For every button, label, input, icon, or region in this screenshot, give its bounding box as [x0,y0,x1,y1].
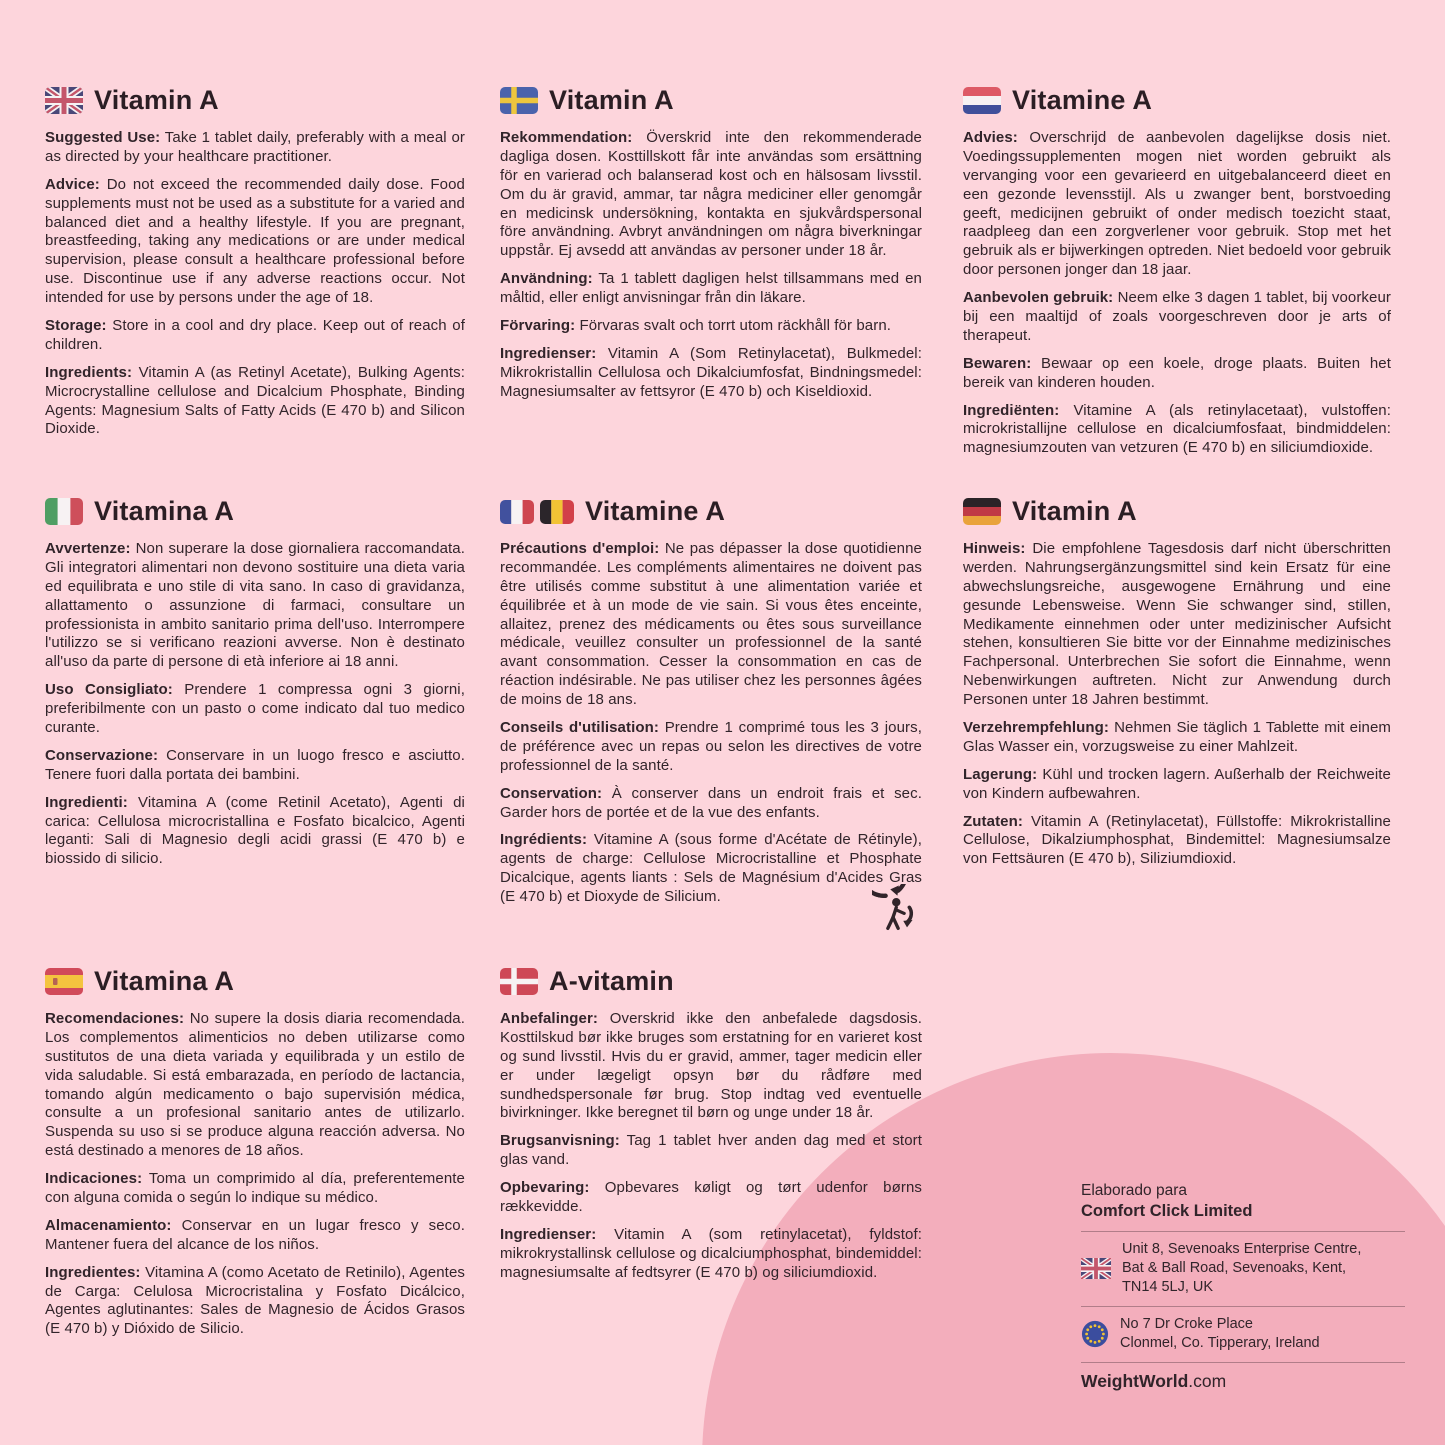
section-heading [500,496,922,527]
paragraph: Lagerung: Kühl und trocken lagern. Außerhalb der Reichweite von Kindern aufbewahren. [963,765,1391,802]
paragraph: Zutaten: Vitamin A (Retinylacetat), Füllstoffe: Mikrokristalline Cellulose, Dikalziumphosphat, Bindemittel: Magnesiumsalze von Fettsäuren (E 470 b), Siliziumdioxid. [963,812,1391,868]
divider [1081,1306,1405,1307]
paragraph: Bewaren: Bewaar op een koele, droge plaats. Buiten het bereik van kinderen houden. [963,354,1391,391]
section-heading [500,966,922,997]
section-heading [45,496,465,527]
paragraph: Ingrediënten: Vitamine A (als retinylacetaat), vulstoffen: microkristallijne cellulose en dicalciumfosfaat, bindmiddelen: magnesiumzouten van vetzuren (E 470 b) en siliciumdioxide. [963,401,1391,457]
section-dutch [963,85,1391,467]
uk-address-text: Unit 8, Sevenoaks Enterprise Centre, Bat & Ball Road, Sevenoaks, Kent, TN14 5LJ, UK [1122,1240,1362,1296]
paragraph: Almacenamiento: Conservar en un lugar fresco y seco. Mantener fuera del alcance de los niños. [45,1216,465,1253]
paragraph: Anbefalinger: Overskrid ikke den anbefalede dagsdosis. Kosttilskud bør ikke bruges som erstatning for en varieret kost og sund livsstil. Hvis du er gravid, ammer, tager medicin eller er under lægeligt opsyn bør du rådføre med sundhedspersonale før brug. Stop indtag ved eventuelle bivirkninger. Ikke beregnet til børn og unge under 18 år. [500,1010,922,1122]
eu-address-text: No 7 Dr Croke Place Clonmel, Co. Tipperary, Ireland [1120,1315,1320,1352]
paragraph: Ingredienti: Vitamina A (come Retinil Acetato), Agenti di carica: Cellulosa microcristallina e Fosfato bicalcico, Agenti leganti: Sali di Magnesio degli acidi grassi (E 470 b) e biossido di silicio. [45,793,465,868]
belgium-flag-icon [540,500,574,524]
paragraph: Ingredients: Vitamin A (as Retinyl Acetate), Bulking Agents: Microcrystalline cellulose and Dicalcium Phosphate, Binding Agents: Magnesium Salts of Fatty Acids (E 470 b) and Silicon Dioxide. [45,363,465,438]
website [1081,1371,1405,1392]
paragraph: Advice: Do not exceed the recommended daily dose. Food supplements must not be used as a substitute for a varied and balanced diet and a healthy lifestyle. If you are pregnant, breastfeeding, taking any medications or are under medical supervision, please consult a healthcare professional before use. Discontinue use if any adverse reactions occur. Not intended for use by persons under the age of 18. [45,175,465,307]
eu-address [1081,1315,1405,1354]
netherlands-flag-icon [963,87,1001,114]
section-title: Vitamine A [585,496,726,526]
website-tld: .com [1188,1370,1227,1391]
paragraph: Indicaciones: Toma un comprimido al día, preferentemente con alguna comida o según lo indique su médico. [45,1170,465,1207]
section-heading [45,85,465,116]
section-title: Vitamina A [94,496,235,526]
section-italian [45,496,465,878]
divider [1081,1231,1405,1232]
paragraph: Uso Consigliato: Prendere 1 compressa ogni 3 giorni, preferibilmente con un pasto o come indicato dal tuo medico curante. [45,681,465,737]
manufactured-for-label: Elaborado para [1081,1182,1187,1199]
paragraph: Förvaring: Förvaras svalt och torrt utom räckhåll för barn. [500,317,892,335]
section-title: Vitamin A [94,85,219,115]
section-title: Vitamin A [1012,496,1137,526]
paragraph: Verzehrempfehlung: Nehmen Sie täglich 1 Tablette mit einem Glas Wasser ein, vorzugsweise zu einer Mahlzeit. [963,719,1391,755]
section-heading [963,85,1391,116]
paragraph: Ingredienser: Vitamin A (som retinylacetat), fyldstof: mikrokrystallinsk cellulose og dicalciumphosphat, bindemiddel: magnesiumsalte af fedtsyrer (E 470 b) og siliciumdioxid. [500,1225,922,1281]
italy-flag-icon [45,498,83,525]
paragraph: Storage: Store in a cool and dry place. Keep out of reach of children. [45,317,465,353]
section-french [500,496,922,916]
section-german [963,496,1391,878]
paragraph: Précautions d'emploi: Ne pas dépasser la dose quotidienne recommandée. Les compléments alimentaires ne doivent pas être utilisés comme substitut à une alimentation variée et équilibrée et à un mode de vie sain. Si vous êtes enceinte, allaitez, prenez des médicaments ou êtes sous surveillance médicale, veuillez consulter un professionnel de la santé avant consommation. Cesser la consommation en cas de réaction indésirable. Ne pas utiliser chez les personnes âgées de moins de 18 ans. [500,540,922,709]
divider [1081,1362,1405,1363]
section-title: A-vitamin [549,966,674,996]
germany-flag-icon [963,498,1001,525]
website-brand: WeightWorld [1081,1370,1189,1391]
paragraph: Suggested Use: Take 1 tablet daily, preferably with a meal or as directed by your healthcare practitioner. [45,129,466,165]
paragraph: Ingredientes: Vitamina A (como Acetato de Retinilo), Agentes de Carga: Celulosa Microcristalina y Fosfato Dicálcico, Agentes aglutinantes: Sales de Magnesio de Ácidos Grasos (E 470 b) y Dióxido de Silicio. [45,1263,465,1338]
triman-recycling-icon [872,884,928,940]
paragraph: Opbevaring: Opbevares køligt og tørt udenfor børns rækkevidde. [500,1179,922,1216]
section-title: Vitamine A [1012,85,1153,115]
manufacturer-block [1081,1181,1405,1392]
paragraph: Recomendaciones: No supere la dosis diaria recomendada. Los complementos alimenticios no deben utilizarse como sustitutos de una dieta variada y equilibrada y un estilo de vida saludable. Si está embarazada, en período de lactancia, tomando algún medicamento o bajo supervisión médica, consulte a un profesional sanitario antes de utilizarlo. Suspenda su uso si se produce alguna reacción adversa. No está destinado a menores de 18 años. [45,1010,465,1160]
paragraph: Hinweis: Die empfohlene Tagesdosis darf nicht überschritten werden. Nahrungsergänzungsmittel sind kein Ersatz für eine abwechslungsreiche, ausgewogene Ernährung und eine gesunde Lebensweise. Wenn Sie schwanger sind, stillen, Medikamente einnehmen oder unter medizinischer Aufsicht stehen, konsultieren Sie bitte vor der Einnahme medizinisches Fachpersonal. Unterbrechen Sie sofort die Einnahme, wenn Nebenwirkungen auftreten. Nicht zur Anwendung durch Personen unter 18 Jahren bestimmt. [963,540,1391,709]
paragraph: Avvertenze: Non superare la dose giornaliera raccomandata. Gli integratori alimentari non devono sostituire una dieta varia ed equilibrata e uno stile di vita sano. In caso di gravidanza, allattamento o assunzione di farmaci, consultare un professionista in ambito sanitario prima dell'uso. Interrompere l'utilizzo se si verificano reazioni avverse. Non è destinato all'uso da parte di persone di età inferiore ai 18 anni. [45,540,465,671]
section-heading [500,85,922,116]
section-swedish [500,85,922,411]
eu-flag-icon [1081,1320,1109,1348]
paragraph: Conservazione: Conservare in un luogo fresco e asciutto. Tenere fuori dalla portata dei bambini. [45,746,465,783]
denmark-flag-icon [500,968,538,995]
paragraph: Rekommendation: Överskrid inte den rekommenderade dagliga dosen. Kosttillskott får inte användas som ersättning för en varierad och balanserad kost och en hälsosam livsstil. Om du är gravid, ammar, tar några mediciner eller genomgår en medicinsk undersökning, kontakta en sjukvårdspersonal före användning. Avbryt användningen om några biverkningar uppstår. Ej avsedd att användas av personer under 18 år. [500,129,922,260]
spain-flag-icon [45,968,83,995]
france-flag-icon [500,500,534,524]
paragraph: Ingredienser: Vitamin A (Som Retinylacetat), Bulkmedel: Mikrokristallin Cellulosa och Dikalciumfosfat, Bindningsmedel: Magnesiumsalter av fettsyror (E 470 b) och Kiseldioxid. [500,344,922,400]
paragraph: Advies: Overschrijd de aanbevolen dagelijkse dosis niet. Voedingssupplementen mogen niet worden gebruikt als vervanging voor een gevarieerd en uitgebalanceerd dieet en een gezonde levensstijl. Als u zwanger bent, borstvoeding geeft, medicijnen gebruikt of onder medisch toezicht staat, raadpleeg dan een zorgverlener voor gebruik. Stop met het gebruik als er bijwerkingen optreden. Niet bedoeld voor gebruik door personen jonger dan 18 jaar. [963,129,1391,279]
paragraph: Ingrédients: Vitamine A (sous forme d'Acétate de Rétinyle), agents de charge: Cellulose Microcristalline et Phosphate Dicalcique, agents liants : Sels de Magnésium d'Acides Gras (E 470 b) et Dioxyde de Silicium. [500,831,922,906]
uk-flag-icon [1081,1258,1111,1279]
section-title: Vitamin A [549,85,674,115]
section-heading [45,966,465,997]
section-heading [963,496,1391,527]
paragraph: Conseils d'utilisation: Prendre 1 comprimé tous les 3 jours, de préférence avec un repas ou selon les directives de votre professionnel de la santé. [500,719,922,774]
sweden-flag-icon [500,87,538,114]
company-name: Comfort Click Limited [1081,1202,1253,1221]
paragraph: Aanbevolen gebruik: Neem elke 3 dagen 1 tablet, bij voorkeur bij een maaltijd of zoals voorgeschreven door je arts of therapeut. [963,289,1392,344]
section-title: Vitamina A [94,966,235,996]
uk-address [1081,1240,1405,1298]
paragraph: Conservation: À conserver dans un endroit frais et sec. Garder hors de portée et de la vue des enfants. [500,784,922,821]
section-danish [500,966,922,1292]
section-english [45,85,465,448]
paragraph: Användning: Ta 1 tablett dagligen helst tillsammans med en måltid, eller enligt anvisningar från din läkare. [500,270,922,307]
section-spanish [45,966,465,1348]
paragraph: Brugsanvisning: Tag 1 tablet hver anden dag med et stort glas vand. [500,1132,923,1169]
uk-flag-icon [45,87,83,114]
